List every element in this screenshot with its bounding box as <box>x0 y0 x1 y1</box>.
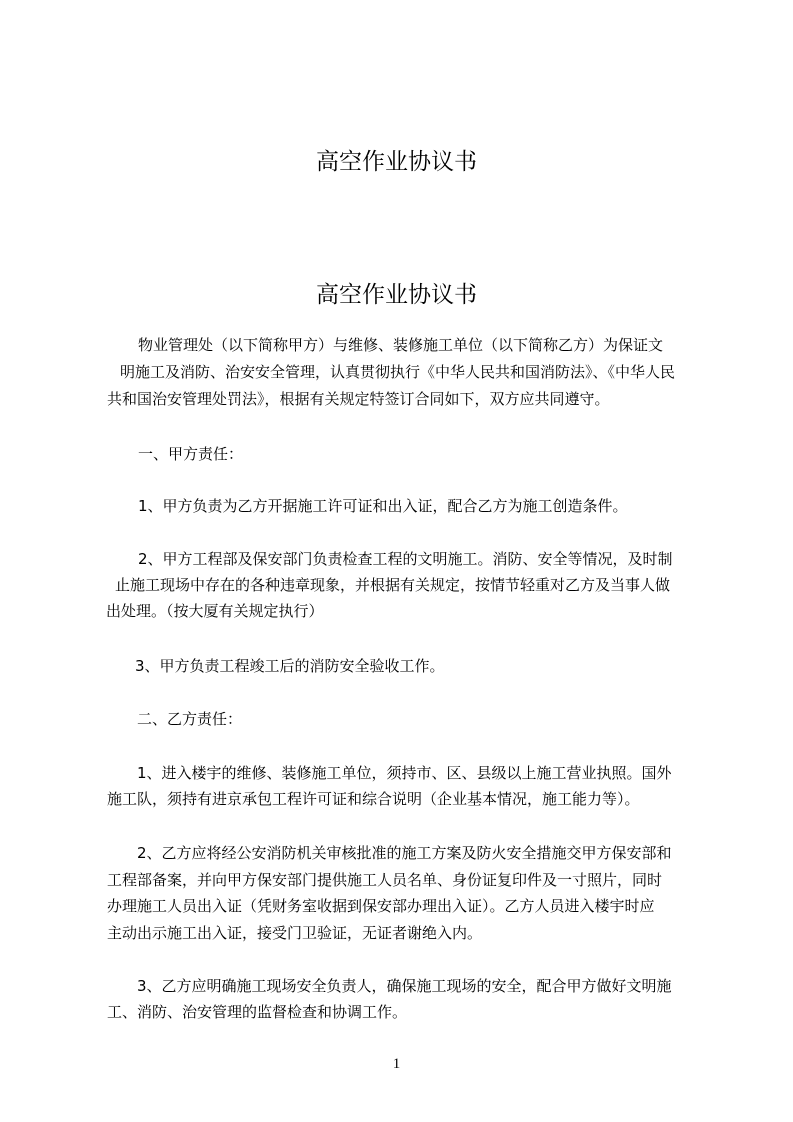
section-b-item-1-line-2: 施工队，须持有进京承包工程许可证和综合说明（企业基本情况，施工能力等）。 <box>107 790 640 808</box>
section-b-item-2-line-3: 办理施工人员出入证（凭财务室收据到保安部办理出入证）。乙方人员进入楼宇时应 <box>107 897 655 915</box>
section-a-item-2-line-1: 2、甲方工程部及保安部门负责检查工程的文明施工。消防、安全等情况，及时制 <box>138 550 673 568</box>
section-b-item-3-line-1: 3、乙方应明确施工现场安全负责人，确保施工现场的安全，配合甲方做好文明施 <box>137 977 672 995</box>
section-a-item-1-line-1: 1、甲方负责为乙方开据施工许可证和出入证，配合乙方为施工创造条件。 <box>138 497 628 515</box>
section-b-item-2-line-1: 2、乙方应将经公安消防机关审核批准的施工方案及防火安全措施交甲方保安部和 <box>137 844 672 862</box>
header-title: 高空作业协议书 <box>316 149 477 175</box>
section-b-item-2-line-2: 工程部备案，并向甲方保安部门提供施工人员名单、身份证复印件及一寸照片，同时 <box>107 871 663 889</box>
section-a-item-2-line-3: 出处理。（按大厦有关规定执行） <box>106 602 324 620</box>
intro-line-2: 明施工及消防、治安安全管理，认真贯彻执行《中华人民共和国消防法》、《中华人民 <box>120 363 676 381</box>
section-b-item-2-line-4: 主动出示施工出入证，接受门卫验证，无证者谢绝入内。 <box>107 924 483 942</box>
document-title: 高空作业协议书 <box>316 282 477 308</box>
section-b-item-1-line-1: 1、进入楼宇的维修、装修施工单位，须持市、区、县级以上施工营业执照。国外 <box>137 764 672 782</box>
section-a-item-2-line-2: 止施工现场中存在的各种违章现象，并根据有关规定，按情节轻重对乙方及当事人做 <box>115 576 671 594</box>
intro-line-1: 物业管理处（以下简称甲方）与维修、装修施工单位（以下简称乙方）为保证文 <box>138 336 664 354</box>
intro-line-3: 共和国治安管理处罚法》，根据有关规定特签订合同如下，双方应共同遵守。 <box>107 390 610 408</box>
section-a-item-3-line-1: 3、甲方负责工程竣工后的消防安全验收工作。 <box>135 657 445 675</box>
page-number: 1 <box>392 1056 401 1072</box>
section-a-heading: 一、甲方责任： <box>138 445 244 463</box>
section-b-item-3-line-2: 工、消防、治安管理的监督检查和协调工作。 <box>107 1003 408 1021</box>
section-b-heading: 二、乙方责任： <box>137 710 243 728</box>
